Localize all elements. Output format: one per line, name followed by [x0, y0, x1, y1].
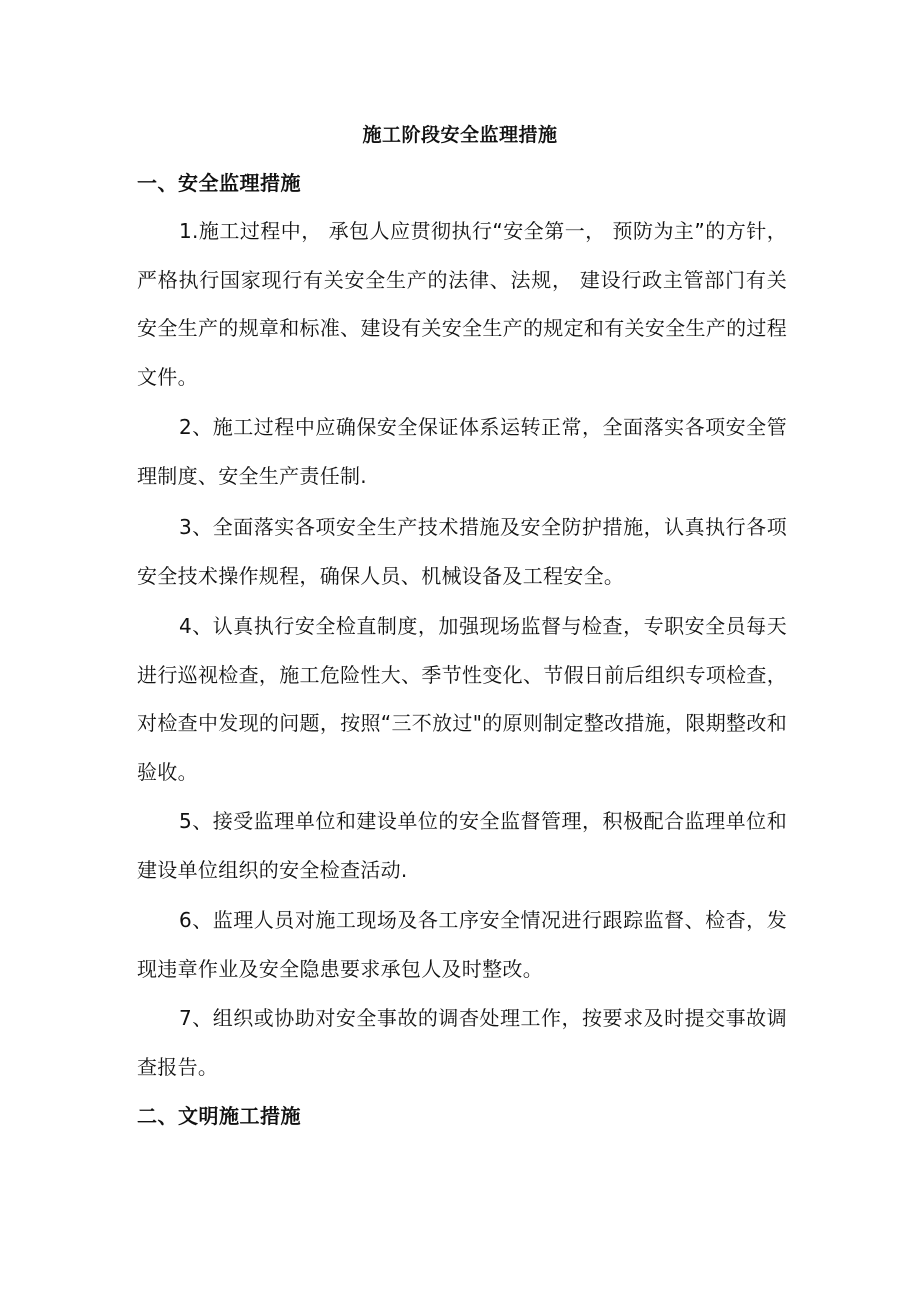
paragraph-7: 7、组织或协助对安全事故的调杳处理工作，按要求及时提交事故调查报告。 — [137, 1006, 787, 1079]
paragraph-6: 6、监理人员对施工现场及各工序安全情况进行跟踪监督、检杳，发现违章作业及安全隐患要求承包人及时整改。 — [137, 908, 787, 981]
section-heading-safety-measures: 一、安全监理措施 — [137, 171, 301, 195]
paragraph-4: 4、认真执行安全检直制度，加强现场监督与检查，专职安全员每天进行巡视检查，施工危险性大、季节性变化、节假日前后组织专项检查，对检查中发现的问题，按照“三不放过"的原则制定整改措施，限期整改和验收。 — [137, 614, 787, 784]
paragraph-3: 3、全面落实各项安全生产技术措施及安全防护措施，认真执行各项安全技术操作规程，确保人员、机械设备及工程安全。 — [137, 515, 787, 588]
section-heading-civilized-construction: 二、文明施工措施 — [137, 1104, 301, 1128]
page-title: 施工阶段安全监理措施 — [362, 124, 558, 146]
paragraph-2: 2、施工过程中应确保安全保证体系运转正常，全面落实各项安全管理制度、安全生产责任制. — [137, 415, 787, 488]
paragraph-1: 1.施工过程中， 承包人应贯彻执行“安全第一， 预防为主”的方针，严格执行国家现行有关安全生产的法律、法规， 建设行政主管部门有关安全生产的规章和标准、建设有关安全生产的规定和有关安全生产的过程文件。 — [137, 219, 787, 389]
paragraph-5: 5、接受监理单位和建设单位的安全监督管理，积极配合监理单位和建设单位组织的安全检查活动. — [137, 809, 787, 882]
